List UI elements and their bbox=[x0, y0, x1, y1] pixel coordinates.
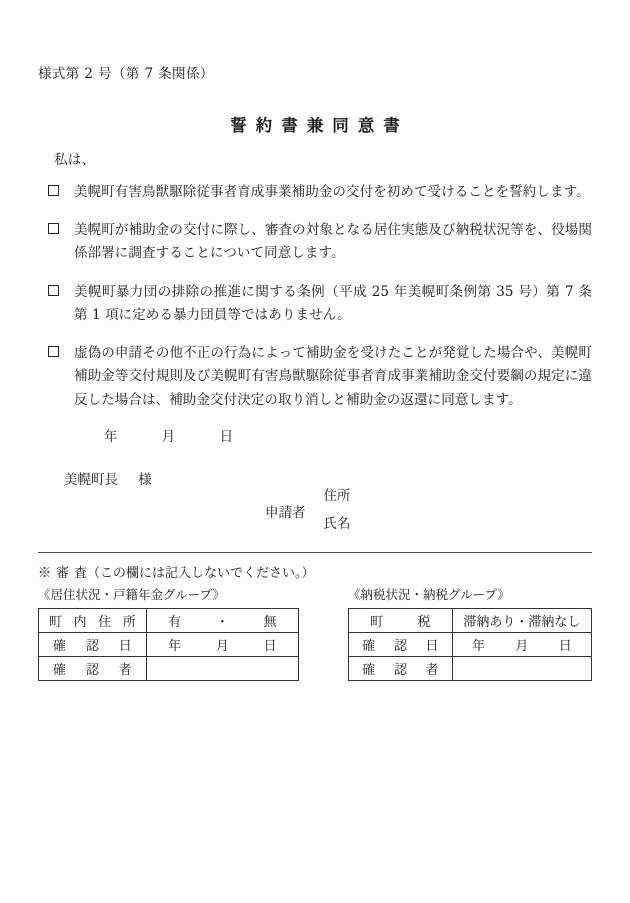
table-row bbox=[349, 609, 592, 633]
addressee bbox=[64, 468, 152, 488]
clause-item bbox=[48, 219, 592, 265]
clause-text: 美幌町が補助金の交付に際し、審査の対象となる居住実態及び納税状況等を、役場関係部署に調査することについて同意します。 bbox=[74, 222, 592, 262]
tax-table-body bbox=[349, 609, 592, 681]
table-row bbox=[349, 657, 592, 681]
table-row-value[interactable]: 有 ・ 無 bbox=[146, 609, 298, 633]
lead-in-text: 私は、 bbox=[54, 152, 96, 168]
residency-review-table bbox=[38, 608, 299, 681]
unchecked-checkbox-icon[interactable] bbox=[48, 346, 59, 357]
table-row-value[interactable]: 滞納あり・滞納なし bbox=[452, 609, 591, 633]
table-row bbox=[39, 657, 299, 681]
day-label: 日 bbox=[219, 429, 234, 445]
clause-text: 美幌町有害鳥獣駆除従事者育成事業補助金の交付を初めて受けることを誓約します。 bbox=[74, 184, 590, 200]
applicant-address-label: 住所 bbox=[323, 488, 351, 504]
clause-item bbox=[48, 281, 592, 327]
form-number: 様式第 2 号（第 7 条関係） bbox=[38, 66, 214, 82]
right-group-heading: 《納税状況・納税グループ》 bbox=[348, 587, 510, 602]
table-row bbox=[39, 633, 299, 657]
applicant-block bbox=[265, 483, 585, 538]
unchecked-checkbox-icon[interactable] bbox=[48, 185, 59, 196]
table-row-label: 確 認 日 bbox=[349, 633, 453, 657]
tax-review-table bbox=[348, 608, 592, 681]
date-entry-line bbox=[104, 425, 233, 445]
review-note-main: 査（この欄には記入しないでください。） bbox=[74, 566, 315, 581]
clause-text: 美幌町暴力団の排除の推進に関する条例（平成 25 年美幌町条例第 35 号）第 7 条第 1 項に定める暴力団員等ではありません。 bbox=[74, 283, 592, 323]
addressee-name: 美幌町長 bbox=[64, 472, 118, 488]
clause-text: 虚偽の申請その他不正の行為によって補助金を受けたことが発覚した場合や、美幌町補助金等交付規則及び美幌町有害鳥獣駆除従事者育成事業補助金交付要綱の規定に違反した場合は、補助金交付決定の取り消しと補助金の返還に同意します。 bbox=[74, 345, 592, 408]
clause-item bbox=[48, 342, 592, 412]
addressee-honorific: 様 bbox=[138, 472, 152, 488]
table-row-label: 確 認 日 bbox=[39, 633, 147, 657]
unchecked-checkbox-icon[interactable] bbox=[48, 285, 59, 296]
table-row-label: 確 認 者 bbox=[349, 657, 453, 681]
table-row-value[interactable]: 年 月 日 bbox=[452, 633, 591, 657]
applicant-label: 申請者 bbox=[265, 504, 306, 521]
year-label: 年 bbox=[104, 429, 118, 445]
review-note bbox=[38, 562, 315, 581]
applicant-name-label: 氏名 bbox=[323, 515, 351, 532]
applicant-fields bbox=[324, 483, 586, 538]
clause-item bbox=[48, 181, 592, 204]
unchecked-checkbox-icon[interactable] bbox=[48, 223, 59, 234]
table-row-label: 町 税 bbox=[349, 609, 453, 633]
table-row bbox=[39, 609, 299, 633]
table-row-label: 町 内 住 所 bbox=[39, 609, 147, 633]
section-divider bbox=[38, 552, 592, 553]
table-row-value[interactable] bbox=[452, 657, 591, 681]
clause-list bbox=[48, 181, 592, 427]
table-row-value[interactable] bbox=[146, 657, 298, 681]
review-note-prefix: ※審 bbox=[38, 566, 75, 581]
table-row-label: 確 認 者 bbox=[39, 657, 147, 681]
month-label: 月 bbox=[161, 429, 176, 445]
page-title: 誓約書兼同意書 bbox=[230, 116, 409, 135]
left-group-heading: 《居住状況・戸籍年金グループ》 bbox=[38, 587, 225, 602]
residency-table-body bbox=[39, 609, 299, 681]
table-row-value[interactable]: 年 月 日 bbox=[146, 633, 298, 657]
table-row bbox=[349, 633, 592, 657]
